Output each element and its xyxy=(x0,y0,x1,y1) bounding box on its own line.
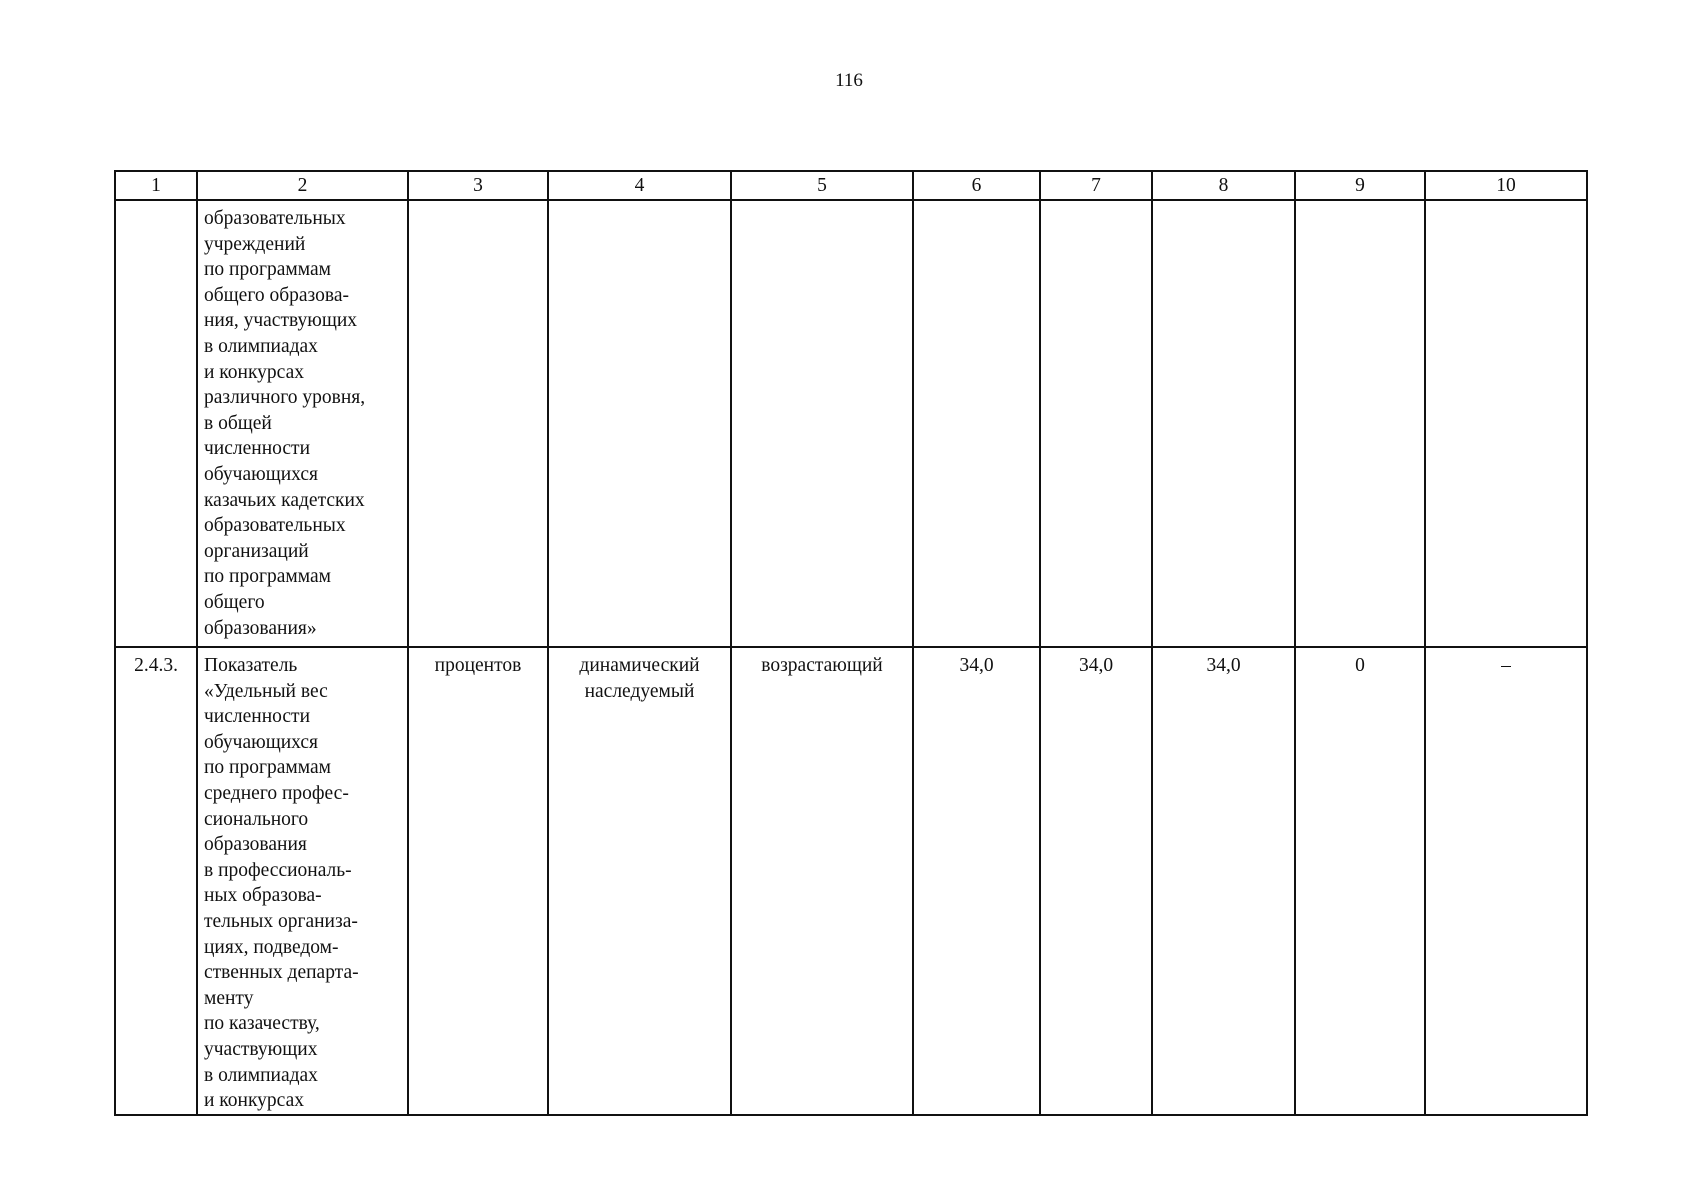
indicators-table xyxy=(114,170,1588,1116)
column-header-2: 2 xyxy=(197,171,408,200)
cell-type xyxy=(548,200,731,647)
cell-type: динамический наследуемый xyxy=(548,647,731,1115)
cell-value-8: 34,0 xyxy=(1152,647,1295,1115)
header-row xyxy=(115,171,1587,200)
cell-trend: возрастающий xyxy=(731,647,913,1115)
cell-trend xyxy=(731,200,913,647)
cell-indicator-name: образовательных учреждений по программам общего образова- ния, участвующих в олимпиадах и конкурсах различного уровня, в общей численности обучающихся казачьих кадетских образовательных организаций по программам общего образования» xyxy=(197,200,408,647)
cell-indicator-name: Показатель «Удельный вес численности обучающихся по программам среднего профес- сионального образования в профессиональ- ных образова- тельных организа- циях, подведом- ственных департа- менту по казачеству, участвующих в олимпиадах и конкурсах xyxy=(197,647,408,1115)
cell-value-10 xyxy=(1425,200,1587,647)
cell-value-7 xyxy=(1040,200,1152,647)
column-header-3: 3 xyxy=(408,171,548,200)
column-header-5: 5 xyxy=(731,171,913,200)
cell-value-8 xyxy=(1152,200,1295,647)
cell-value-6: 34,0 xyxy=(913,647,1040,1115)
column-header-8: 8 xyxy=(1152,171,1295,200)
page-number: 116 xyxy=(835,70,863,91)
column-header-1: 1 xyxy=(115,171,197,200)
column-header-9: 9 xyxy=(1295,171,1425,200)
cell-value-9: 0 xyxy=(1295,647,1425,1115)
column-header-10: 10 xyxy=(1425,171,1587,200)
cell-number xyxy=(115,200,197,647)
cell-number: 2.4.3. xyxy=(115,647,197,1115)
cell-value-7: 34,0 xyxy=(1040,647,1152,1115)
column-header-6: 6 xyxy=(913,171,1040,200)
cell-unit: процентов xyxy=(408,647,548,1115)
cell-value-9 xyxy=(1295,200,1425,647)
column-header-7: 7 xyxy=(1040,171,1152,200)
cell-unit xyxy=(408,200,548,647)
cell-value-6 xyxy=(913,200,1040,647)
column-header-4: 4 xyxy=(548,171,731,200)
table-row-continued xyxy=(115,200,1587,647)
cell-value-10: – xyxy=(1425,647,1587,1115)
table-row-2-4-3 xyxy=(115,647,1587,1115)
